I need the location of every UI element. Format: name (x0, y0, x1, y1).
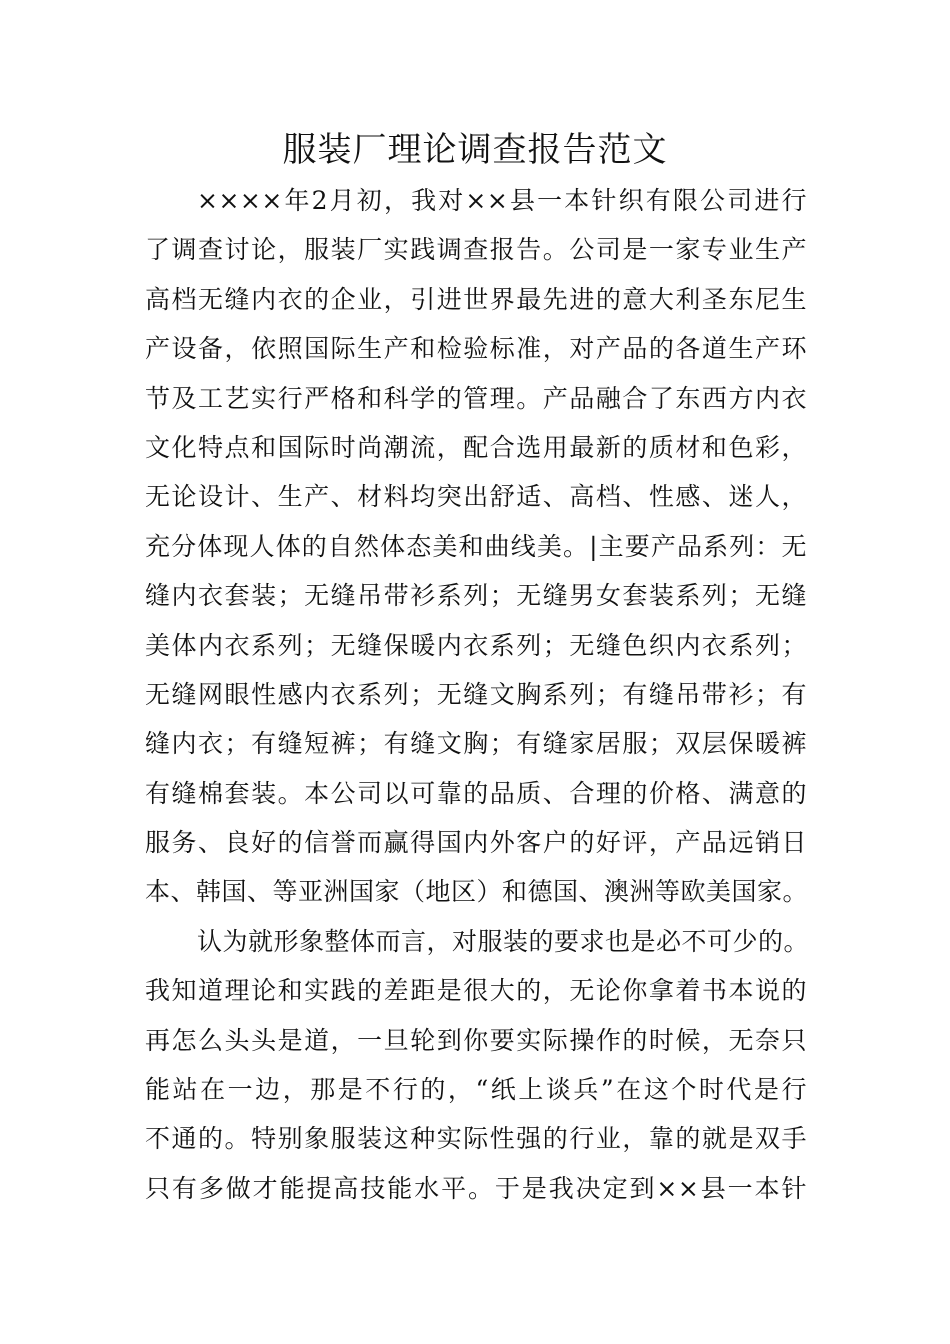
paragraph-line: 我知道理论和实践的差距是很大的，无论你拿着书本说的 (145, 976, 807, 1006)
paragraph-line: 高档无缝内衣的企业，引进世界最先进的意大利圣东尼生 (145, 284, 807, 314)
paragraph-line: 缝内衣套装；无缝吊带衫系列；无缝男女套装系列；无缝 (145, 581, 807, 611)
paragraph-line: 缝内衣；有缝短裤；有缝文胸；有缝家居服；双层保暖裤 (145, 729, 807, 759)
paragraph-line: 有缝棉套装。本公司以可靠的品质、合理的价格、满意的 (145, 778, 807, 808)
paragraph-line: 认为就形象整体而言，对服装的要求也是必不可少的。 (197, 926, 810, 956)
paragraph-line: 本、韩国、等亚洲国家（地区）和德国、澳洲等欧美国家。 (145, 877, 809, 907)
paragraph-line: 产设备，依照国际生产和检验标准，对产品的各道生产环 (145, 334, 807, 364)
document-body (145, 176, 810, 1213)
paragraph-line: 不通的。特别象服装这种实际性强的行业，靠的就是双手 (145, 1124, 807, 1154)
paragraph-line: 文化特点和国际时尚潮流，配合选用最新的质材和色彩， (145, 432, 807, 462)
document-title: 服装厂理论调查报告范文 (282, 130, 668, 170)
paragraph-line: 充分体现人体的自然体态美和曲线美。|主要产品系列：无 (145, 531, 807, 561)
paragraph-line: 无论设计、生产、材料均突出舒适、高档、性感、迷人， (145, 482, 807, 512)
paragraph-line: ××××年2月初，我对××县一本针织有限公司进行 (197, 186, 807, 215)
paragraph-line: 美体内衣系列；无缝保暖内衣系列；无缝色织内衣系列； (145, 630, 807, 660)
paragraph-line: 服务、良好的信誉而赢得国内外客户的好评，产品远销日 (145, 828, 807, 858)
paragraph-line: 只有多做才能提高技能水平。于是我决定到××县一本针 (145, 1173, 807, 1203)
paragraph-line: 能站在一边，那是不行的，“纸上谈兵”在这个时代是行 (145, 1075, 807, 1105)
paragraph-line: 再怎么头头是道，一旦轮到你要实际操作的时候，无奈只 (145, 1025, 807, 1055)
paragraph-line: 了调查讨论，服装厂实践调查报告。公司是一家专业生产 (145, 235, 807, 265)
paragraph-line: 节及工艺实行严格和科学的管理。产品融合了东西方内衣 (145, 383, 807, 413)
paragraph-line: 无缝网眼性感内衣系列；无缝文胸系列；有缝吊带衫；有 (145, 679, 807, 709)
